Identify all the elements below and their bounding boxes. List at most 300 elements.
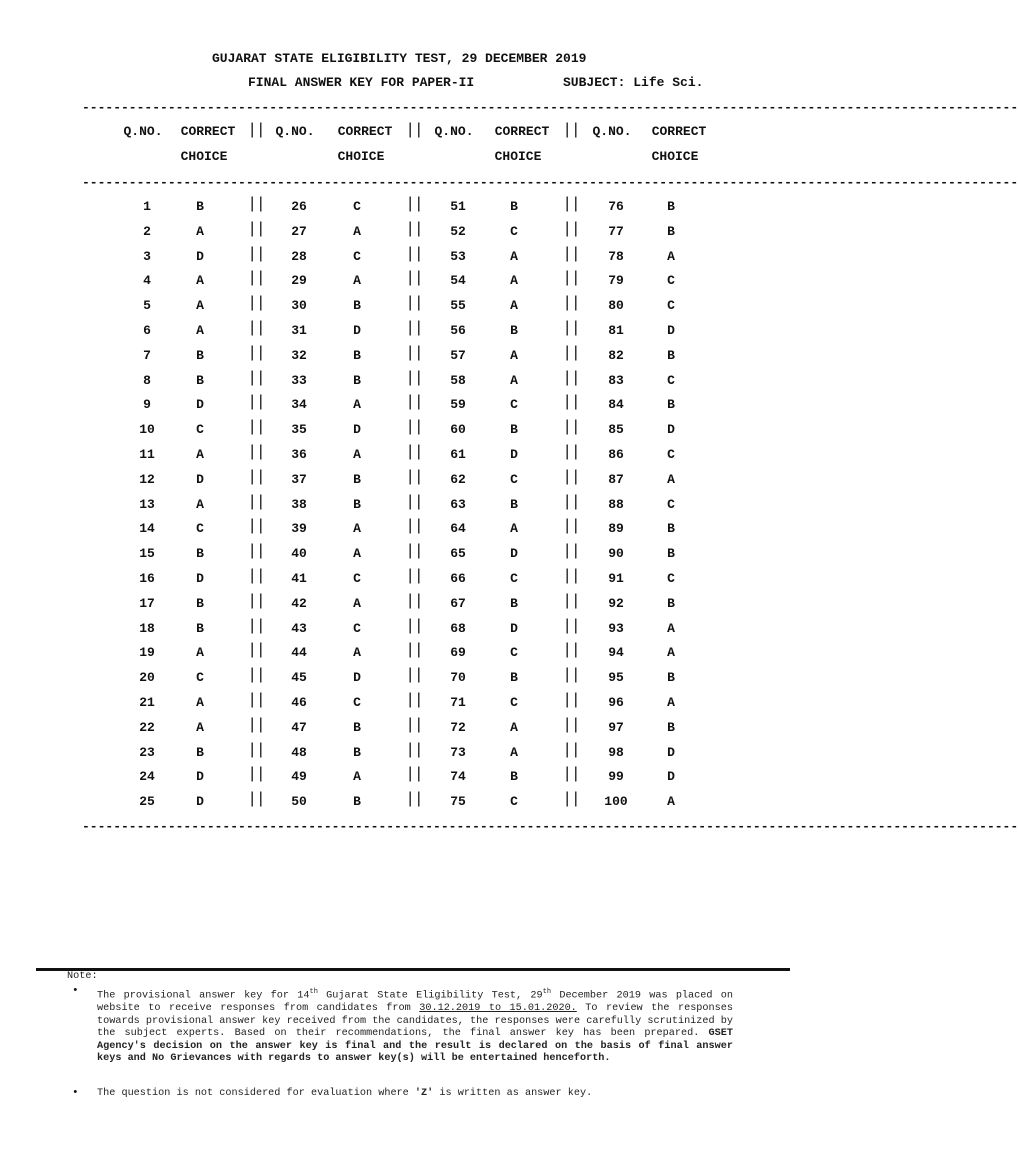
correct-choice: A [196,447,204,462]
column-separator: || [562,467,580,486]
header-qno: Q.NO. [123,124,163,139]
question-number: 11 [139,447,155,462]
question-number: 72 [450,719,466,735]
question-number: 21 [139,695,155,710]
note-text: The question is not considered for evaluation where [97,1088,415,1099]
note-sup: th [309,988,318,996]
question-number: 89 [608,521,624,537]
question-number: 9 [143,397,151,413]
column-separator: || [247,319,265,337]
header-qno: Q.NO. [592,124,632,139]
correct-choice: C [667,496,675,512]
correct-choice: B [510,323,518,338]
column-separator: || [562,121,580,139]
question-number: 1 [143,199,151,214]
question-number: 54 [450,273,466,289]
question-number: 60 [450,422,466,438]
question-number: 4 [143,273,151,289]
question-number: 13 [139,496,155,512]
note-paragraph-2 [97,1088,592,1101]
question-number: 80 [608,298,624,314]
divider-header: ------------------------------------------------------------------------------------------------------------------------ [82,175,1018,190]
header-correct: CORRECT [494,124,550,139]
correct-choice: B [667,546,675,562]
column-separator: || [405,542,423,561]
correct-choice: C [667,372,675,388]
correct-choice: A [667,471,675,487]
column-separator: || [562,195,580,213]
question-number: 37 [291,471,307,487]
question-number: 87 [608,471,624,487]
question-number: 35 [291,422,307,438]
column-separator: || [247,591,265,610]
note-sup: th [542,988,552,996]
correct-choice: A [353,546,361,562]
column-separator: || [247,294,265,313]
column-separator: || [247,443,265,461]
question-number: 85 [608,422,624,438]
note-dates: 30.12.2019 to 15.01.2020. [419,1002,577,1014]
column-separator: || [562,492,580,511]
correct-choice: B [510,422,518,438]
correct-choice: C [353,199,361,214]
correct-choice: A [510,521,518,537]
column-separator: || [247,195,265,213]
question-number: 100 [604,794,628,810]
column-separator: || [562,343,580,362]
question-number: 32 [291,347,307,363]
column-separator: || [405,467,423,486]
column-separator: || [247,492,265,511]
question-number: 99 [608,769,624,785]
column-separator: || [247,467,265,486]
column-separator: || [562,616,580,635]
correct-choice: A [196,719,204,735]
column-separator: || [405,319,423,337]
header-qno: Q.NO. [434,124,474,139]
column-separator: || [562,740,580,759]
question-number: 93 [608,620,624,636]
column-separator: || [247,616,265,635]
question-number: 46 [291,695,307,710]
correct-choice: B [667,670,675,686]
question-number: 10 [139,422,155,438]
column-separator: || [405,691,423,709]
note-text: is written as answer key. [433,1088,593,1099]
correct-choice: D [667,744,675,760]
question-number: 39 [291,521,307,537]
correct-choice: A [196,323,204,338]
question-number: 33 [291,372,307,388]
column-separator: || [247,691,265,709]
question-number: 36 [291,447,307,462]
note-text: Gujarat State Eligibility Test, 29 [317,990,543,1002]
question-number: 90 [608,546,624,562]
question-number: 79 [608,273,624,289]
column-separator: || [562,715,580,734]
correct-choice: B [667,521,675,537]
correct-choice: A [667,794,675,810]
divider-top: ------------------------------------------------------------------------------------------------------------------------ [82,100,1018,115]
column-separator: || [405,765,423,784]
column-separator: || [405,567,423,585]
column-separator: || [405,294,423,313]
question-number: 48 [291,744,307,760]
question-number: 20 [139,670,155,686]
question-number: 88 [608,496,624,512]
correct-choice: D [196,248,204,264]
question-number: 29 [291,273,307,289]
correct-choice: B [353,471,361,487]
column-separator: || [405,443,423,461]
column-separator: || [247,343,265,362]
correct-choice: A [196,223,204,239]
question-number: 86 [608,447,624,462]
correct-choice: B [667,595,675,611]
column-separator: || [562,666,580,685]
question-number: 53 [450,248,466,264]
question-number: 82 [608,347,624,363]
note-separator [36,968,790,971]
question-number: 92 [608,595,624,611]
question-number: 40 [291,546,307,562]
question-number: 71 [450,695,466,710]
column-separator: || [562,269,580,288]
note-text: December 2019 was placed on website to receive responses from candidates from [97,990,733,1014]
correct-choice: D [353,323,361,338]
question-number: 6 [143,323,151,338]
correct-choice: C [353,571,361,586]
column-separator: || [247,542,265,561]
question-number: 24 [139,769,155,785]
question-number: 58 [450,372,466,388]
column-separator: || [405,591,423,610]
correct-choice: C [196,670,204,686]
column-separator: || [405,195,423,213]
correct-choice: A [353,273,361,289]
correct-choice: A [353,521,361,537]
column-separator: || [562,517,580,536]
question-number: 30 [291,298,307,314]
column-separator: || [247,121,265,139]
correct-choice: B [510,199,518,214]
column-separator: || [405,616,423,635]
note-text: To review the responses towards provisional answer key received from the candidates, the responses were carefully scrutinized by the subject experts. Based on their recommendations, the final answer key has been prepared. [97,1002,733,1040]
correct-choice: C [353,695,361,710]
question-number: 57 [450,347,466,363]
column-separator: || [562,567,580,585]
column-separator: || [562,294,580,313]
question-number: 96 [608,695,624,710]
question-number: 76 [608,199,624,214]
question-number: 50 [291,794,307,810]
correct-choice: B [353,719,361,735]
column-separator: || [405,740,423,759]
correct-choice: D [510,620,518,636]
question-number: 18 [139,620,155,636]
column-separator: || [247,740,265,759]
question-number: 23 [139,744,155,760]
column-separator: || [247,715,265,734]
correct-choice: B [196,744,204,760]
question-number: 78 [608,248,624,264]
correct-choice: D [353,422,361,438]
column-separator: || [247,368,265,387]
question-number: 73 [450,744,466,760]
column-separator: || [247,790,265,809]
question-number: 8 [143,372,151,388]
header-correct: CORRECT [337,124,393,139]
column-separator: || [247,765,265,784]
question-number: 75 [450,794,466,810]
question-number: 16 [139,571,155,586]
question-number: 62 [450,471,466,487]
correct-choice: B [196,546,204,562]
header-correct: CORRECT [651,124,707,139]
correct-choice: C [667,447,675,462]
correct-choice: B [510,496,518,512]
correct-choice: B [510,595,518,611]
correct-choice: A [353,769,361,785]
correct-choice: C [667,298,675,314]
question-number: 47 [291,719,307,735]
correct-choice: C [667,273,675,289]
note-z: 'Z' [414,1088,434,1099]
question-number: 14 [139,521,155,537]
correct-choice: A [510,719,518,735]
question-number: 81 [608,323,624,338]
column-separator: || [562,591,580,610]
document-title: GUJARAT STATE ELIGIBILITY TEST, 29 DECEMBER 2019 [212,51,587,66]
column-separator: || [247,269,265,288]
column-separator: || [562,418,580,437]
question-number: 56 [450,323,466,338]
question-number: 22 [139,719,155,735]
note-bold-text: GSET Agency's decision on the answer key is final and the result is declared on the basis of final answer keys and No Grievances with regards to answer key(s) will be entertained henceforth. [97,1028,733,1065]
question-number: 98 [608,744,624,760]
header-choice: CHOICE [494,149,542,164]
question-number: 55 [450,298,466,314]
question-number: 52 [450,223,466,239]
correct-choice: A [353,397,361,413]
correct-choice: B [510,670,518,686]
correct-choice: C [510,223,518,239]
question-number: 19 [139,645,155,661]
correct-choice: C [353,248,361,264]
bullet-icon: • [72,985,79,997]
correct-choice: A [667,695,675,710]
column-separator: || [405,492,423,511]
correct-choice: A [667,620,675,636]
question-number: 97 [608,719,624,735]
column-separator: || [247,567,265,585]
column-separator: || [405,121,423,139]
column-separator: || [405,269,423,288]
column-separator: || [405,343,423,362]
correct-choice: A [353,645,361,661]
correct-choice: B [353,744,361,760]
column-separator: || [562,219,580,238]
correct-choice: B [510,769,518,785]
correct-choice: B [667,199,675,214]
question-number: 45 [291,670,307,686]
question-number: 27 [291,223,307,239]
column-separator: || [562,765,580,784]
correct-choice: C [510,571,518,586]
correct-choice: A [667,645,675,661]
column-separator: || [562,319,580,337]
correct-choice: C [196,422,204,438]
column-separator: || [247,418,265,437]
correct-choice: B [196,347,204,363]
question-number: 7 [143,347,151,363]
correct-choice: B [196,620,204,636]
correct-choice: A [510,298,518,314]
question-number: 31 [291,323,307,338]
correct-choice: A [510,347,518,363]
correct-choice: D [510,546,518,562]
correct-choice: B [196,595,204,611]
correct-choice: A [196,273,204,289]
header-choice: CHOICE [180,149,228,164]
correct-choice: A [667,248,675,264]
column-separator: || [247,517,265,536]
question-number: 44 [291,645,307,661]
question-number: 70 [450,670,466,686]
correct-choice: B [196,199,204,214]
correct-choice: B [667,223,675,239]
question-number: 49 [291,769,307,785]
question-number: 61 [450,447,466,462]
document-subtitle: FINAL ANSWER KEY FOR PAPER-II [248,75,475,90]
correct-choice: D [196,769,204,785]
correct-choice: B [353,794,361,810]
correct-choice: D [667,769,675,785]
correct-choice: A [353,595,361,611]
correct-choice: A [510,372,518,388]
question-number: 43 [291,620,307,636]
correct-choice: B [353,298,361,314]
question-number: 91 [608,571,624,586]
question-number: 28 [291,248,307,264]
header-correct: CORRECT [180,124,236,139]
correct-choice: C [510,695,518,710]
note-label: Note: [67,971,98,982]
question-number: 2 [143,223,151,239]
correct-choice: B [667,347,675,363]
column-separator: || [247,219,265,238]
question-number: 63 [450,496,466,512]
correct-choice: A [196,496,204,512]
correct-choice: D [353,670,361,686]
question-number: 15 [139,546,155,562]
column-separator: || [247,244,265,263]
correct-choice: C [667,571,675,586]
question-number: 26 [291,199,307,214]
question-number: 38 [291,496,307,512]
question-number: 42 [291,595,307,611]
correct-choice: D [667,422,675,438]
correct-choice: A [196,298,204,314]
correct-choice: A [196,695,204,710]
question-number: 74 [450,769,466,785]
column-separator: || [405,715,423,734]
correct-choice: A [353,223,361,239]
correct-choice: D [667,323,675,338]
column-separator: || [405,517,423,536]
question-number: 84 [608,397,624,413]
question-number: 95 [608,670,624,686]
question-number: 5 [143,298,151,314]
correct-choice: B [353,496,361,512]
column-separator: || [405,641,423,660]
note-text: The provisional answer key for 14 [97,990,310,1002]
correct-choice: B [667,397,675,413]
question-number: 94 [608,645,624,661]
correct-choice: A [353,447,361,462]
question-number: 64 [450,521,466,537]
correct-choice: A [510,248,518,264]
header-choice: CHOICE [337,149,385,164]
correct-choice: C [196,521,204,537]
divider-bottom: ------------------------------------------------------------------------------------------------------------------------ [82,819,1018,834]
question-number: 17 [139,595,155,611]
column-separator: || [247,666,265,685]
column-separator: || [562,368,580,387]
correct-choice: C [510,397,518,413]
question-number: 34 [291,397,307,413]
column-separator: || [405,393,423,412]
question-number: 12 [139,471,155,487]
column-separator: || [247,393,265,412]
question-number: 3 [143,248,151,264]
column-separator: || [562,641,580,660]
question-number: 68 [450,620,466,636]
correct-choice: B [196,372,204,388]
subject-label: SUBJECT: Life Sci. [563,75,704,90]
correct-choice: A [510,744,518,760]
question-number: 66 [450,571,466,586]
column-separator: || [405,368,423,387]
column-separator: || [562,790,580,809]
correct-choice: C [510,645,518,661]
question-number: 65 [450,546,466,562]
correct-choice: D [196,571,204,586]
column-separator: || [405,790,423,809]
bullet-icon: • [72,1087,79,1099]
note-paragraph-1 [97,986,733,1066]
header-qno: Q.NO. [275,124,315,139]
correct-choice: B [353,347,361,363]
column-separator: || [562,691,580,709]
question-number: 41 [291,571,307,586]
question-number: 67 [450,595,466,611]
header-choice: CHOICE [651,149,699,164]
question-number: 59 [450,397,466,413]
correct-choice: D [196,471,204,487]
column-separator: || [405,666,423,685]
question-number: 69 [450,645,466,661]
question-number: 25 [139,794,155,810]
question-number: 83 [608,372,624,388]
column-separator: || [405,244,423,263]
correct-choice: D [196,794,204,810]
correct-choice: C [353,620,361,636]
correct-choice: D [510,447,518,462]
column-separator: || [562,542,580,561]
correct-choice: B [667,719,675,735]
correct-choice: D [196,397,204,413]
